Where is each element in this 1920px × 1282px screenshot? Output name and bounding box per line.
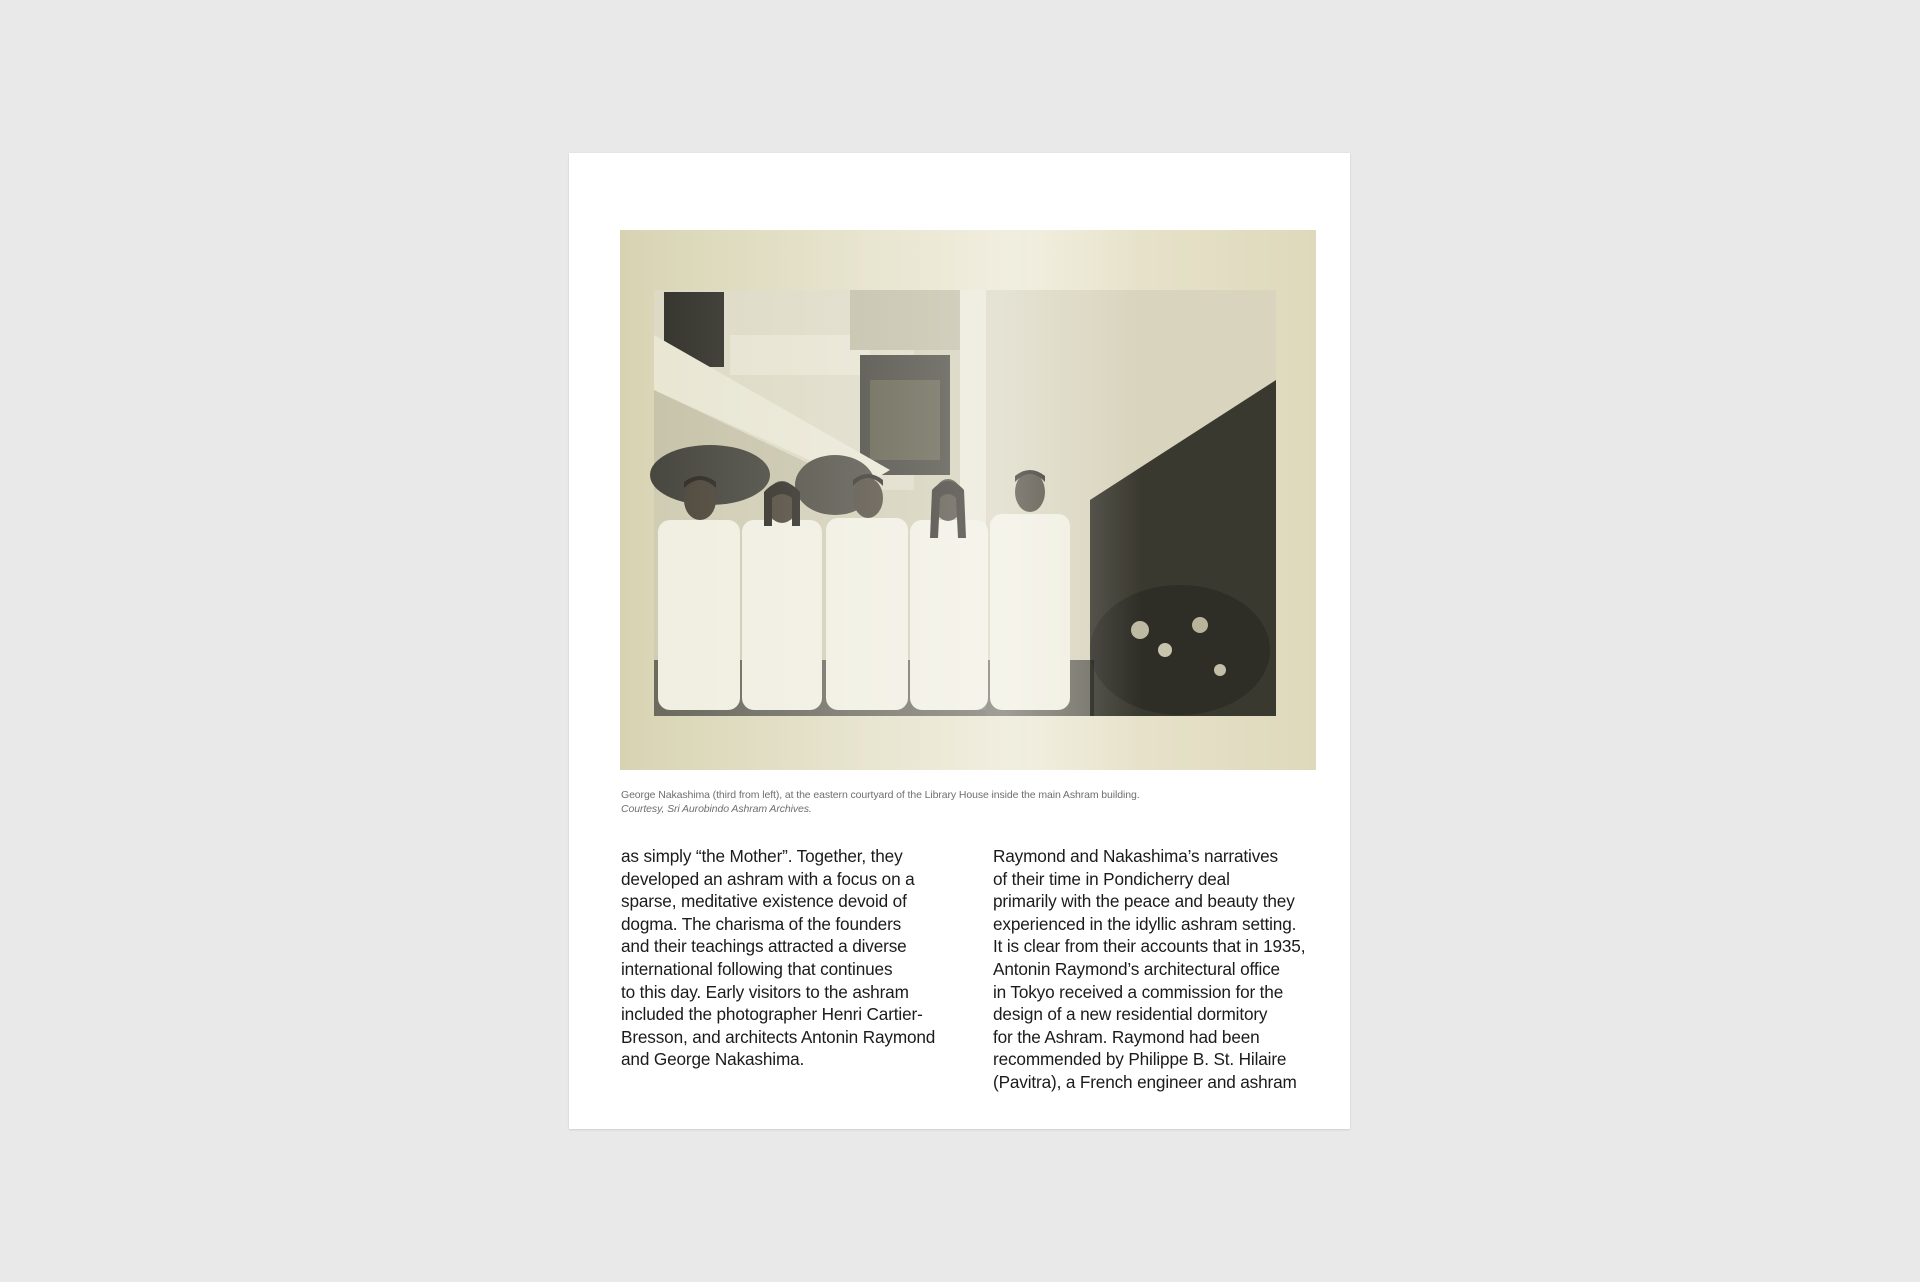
document-page (569, 153, 1350, 1129)
caption-credit: Courtesy, Sri Aurobindo Ashram Archives. (621, 803, 812, 815)
archival-photograph (620, 230, 1316, 770)
body-text-right-column: Raymond and Nakashima’s narratives of their time in Pondicherry deal primarily with the peace and beauty they experienced in the idyllic ashram setting. It is clear from their accounts that in 1935, Antonin Raymond’s architectural office in Tokyo received a commission for the design of a new residential dormitory for the Ashram. Raymond had been recommended by Philippe B. St. Hilaire (Pavitra), a French engineer and ashram (993, 846, 1306, 1092)
photo-illustration (620, 230, 1316, 770)
caption-text: George Nakashima (third from left), at the eastern courtyard of the Library House inside the main Ashram building. (621, 789, 1140, 801)
photo-caption (621, 788, 1241, 816)
body-text-left-column: as simply “the Mother”. Together, they developed an ashram with a focus on a sparse, meditative existence devoid of dogma. The charisma of the founders and their teachings attracted a diverse international following that continues to this day. Early visitors to the ashram included the photographer Henri Cartier- Bresson, and architects Antonin Raymond and George Nakashima. (621, 846, 936, 1070)
